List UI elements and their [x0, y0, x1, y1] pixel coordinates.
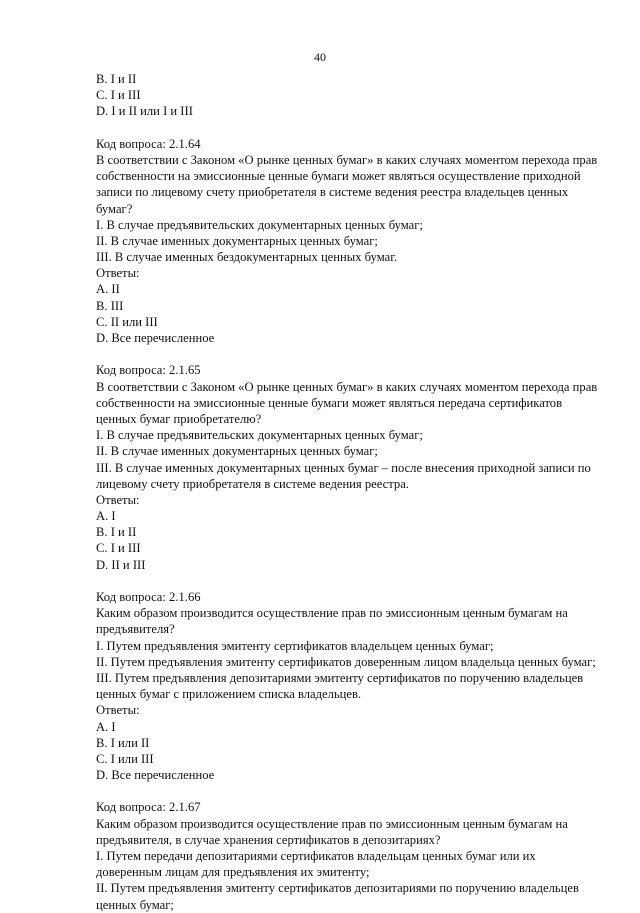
prelude-answers [96, 71, 616, 120]
statement-option: ценных бумаг с приложением списка владельцев. [96, 687, 362, 702]
statement-option: I. В случае предъявительских документарных ценных бумаг; [96, 428, 423, 443]
question-code: Код вопроса: 2.1.66 [96, 590, 201, 604]
statement-option: I. В случае предъявительских документарных ценных бумаг; [96, 217, 423, 232]
question-code: Код вопроса: 2.1.65 [96, 363, 201, 378]
question-block [96, 799, 616, 912]
statement-option: доверенным лицам для предъявления их эмитенту; [96, 865, 370, 880]
question-block [96, 136, 616, 346]
answer-option: D. Все перечисленное [96, 331, 215, 345]
statement-option: III. Путем предъявления депозитариями эмитенту сертификатов по поручению владельцев [96, 670, 584, 685]
answer-option: A. II [96, 282, 120, 297]
answer-option: B. I или II [96, 735, 150, 750]
statement-option: II. Путем предъявления эмитенту сертификатов депозитариями по поручению владельцев [96, 881, 579, 896]
statement-option: I. Путем передачи депозитариями сертификатов владельцам ценных бумаг или их [96, 849, 536, 863]
question-block [96, 589, 616, 783]
answer-option: C. I и III [96, 541, 141, 556]
statement-option: II. В случае именных документарных ценных бумаг; [96, 444, 378, 459]
answer-option: A. I [96, 719, 116, 734]
answer-option: B. I и II [96, 525, 137, 540]
answer-option: C. II или III [96, 314, 158, 329]
question-text-line: В соответствии с Законом «О рынке ценных бумаг» в каких случаях моментом перехода прав [96, 152, 598, 167]
statement-option: ценных бумаг; [96, 897, 174, 912]
answer-option: B. I и II [96, 72, 137, 86]
question-text-line: ценных бумаг приобретателю? [96, 411, 262, 426]
question-text-line: Каким образом производится осуществление прав по эмиссионным ценным бумагам на [96, 816, 568, 831]
statement-option: II. В случае именных документарных ценных бумаг; [96, 233, 378, 248]
question-text-line: Каким образом производится осуществление прав по эмиссионным ценным бумагам на [96, 606, 568, 621]
question-code: Код вопроса: 2.1.64 [96, 136, 201, 151]
question-text-line: бумаг? [96, 201, 133, 216]
question-text-line: предъявителя? [96, 622, 175, 637]
answer-option: C. I или III [96, 751, 154, 766]
answer-option: D. I и II или I и III [96, 104, 193, 119]
question-text-line: записи по лицевому счету приобретателя в системе ведения реестра владельцев ценных [96, 185, 569, 200]
question-text-line: собственности на эмиссионные ценные бумаги может являться передача сертификатов [96, 395, 563, 410]
answer-option: D. Все перечисленное [96, 768, 215, 783]
answer-option: B. III [96, 298, 124, 313]
page-content [96, 71, 616, 913]
question-text-line: предъявителя, в случае хранения сертификатов в депозитариях? [96, 832, 441, 847]
page-number: 40 [314, 50, 326, 64]
question-block [96, 362, 616, 572]
answers-label: Ответы: [96, 492, 140, 507]
statement-option: I. Путем предъявления эмитенту сертификатов владельцем ценных бумаг; [96, 638, 494, 653]
answers-label: Ответы: [96, 703, 140, 718]
answers-label: Ответы: [96, 266, 140, 281]
statement-option: III. В случае именных бездокументарных ценных бумаг. [96, 250, 398, 265]
answer-option: C. I и III [96, 88, 141, 103]
question-code: Код вопроса: 2.1.67 [96, 800, 201, 815]
answer-option: D. II и III [96, 557, 146, 572]
question-text-line: собственности на эмиссионные ценные бумаги может являться осуществление приходной [96, 169, 581, 184]
question-text-line: В соответствии с Законом «О рынке ценных бумаг» в каких случаях моментом перехода прав [96, 379, 598, 394]
statement-option: лицевому счету приобретателя в системе ведения реестра. [96, 476, 409, 491]
statement-option: III. В случае именных документарных ценных бумаг – после внесения приходной записи по [96, 460, 591, 475]
statement-option: II. Путем предъявления эмитенту сертификатов доверенным лицом владельца ценных бумаг; [96, 654, 596, 669]
answer-option: A. I [96, 509, 116, 524]
